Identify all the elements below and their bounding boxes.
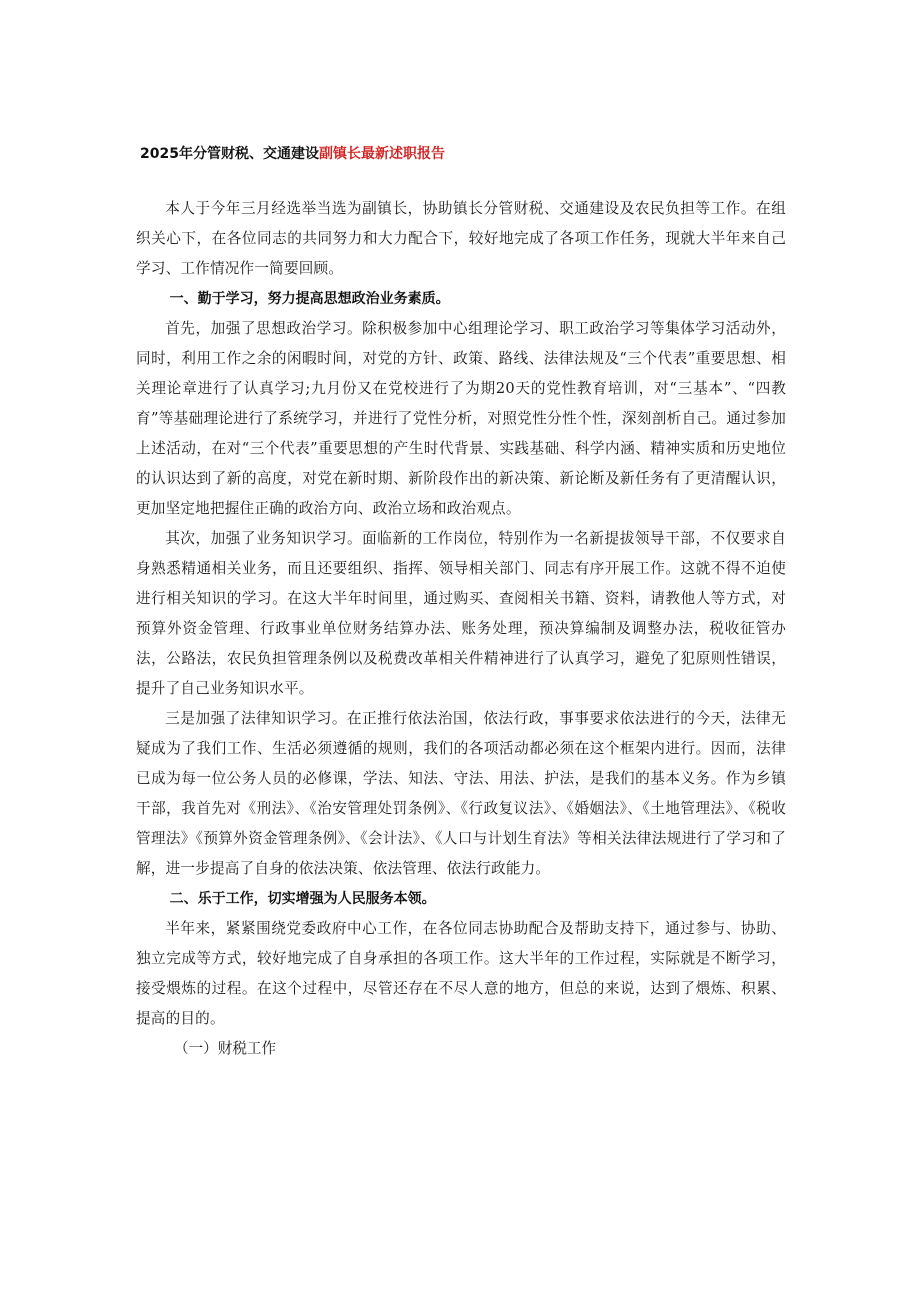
section-2-heading: 二、乐于工作，切实增强为人民服务本领。 [169, 891, 436, 907]
document-title [140, 144, 786, 164]
title-highlight: 副镇长最新述职报告 [318, 146, 445, 162]
title-main: 2025年分管财税、交通建设 [140, 146, 319, 162]
section-1-paragraph-2: 其次，加强了业务知识学习。面临新的工作岗位，特别作为一名新提拔领导干部，不仅要求自身熟悉精通相关业务，而且还要组织、指挥、领导相关部门、同志有序开展工作。这就不得不迫使进行相关知识的学习。在这大半年时间里，通过购买、查阅相关书籍、资料，请教他人等方式，对预算外资金管理、行政事业单位财务结算办法、账务处理，预决算编制及调整办法，税收征管办法，公路法，农民负担管理条例以及税费改革相关件精神进行了认真学习，避免了犯原则性错误，提升了自己业务知识水平。 [136, 530, 786, 697]
section-1-heading: 一、勤于学习，努力提高思想政治业务素质。 [169, 291, 450, 307]
section-2-subheading-1: （一）财税工作 [173, 1040, 277, 1057]
section-1-paragraph-1: 首先，加强了思想政治学习。除积极参加中心组理论学习、职工政治学习等集体学习活动外，同时，利用工作之余的闲暇时间，对党的方针、政策、路线、法律法规及“三个代表”重要思想、相关理论章进行了认真学习;九月份又在党校进行了为期20天的党性教育培训，对“三基本”、“四教育”等基础理论进行了系统学习，并进行了党性分析，对照党性分性个性，深刻剖析自己。通过参加上述活动，在对“三个代表”重要思想的产生时代背景、实践基础、科学内涵、精神实质和历史地位的认识达到了新的高度，对党在新时期、新阶段作出的新决策、新论断及新任务有了更清醒认识，更加坚定地把握住正确的政治方向、政治立场和政治观点。 [136, 320, 786, 517]
section-1-paragraph-3: 三是加强了法律知识学习。在正推行依法治国，依法行政，事事要求依法进行的今天，法律无疑成为了我们工作、生活必须遵循的规则，我们的各项活动都必须在这个框架内进行。因而，法律已成为每一位公务人员的必修课，学法、知法、守法、用法、护法，是我们的基本义务。作为乡镇干部，我首先对《刑法》、《治安管理处罚条例》、《行政复议法》、《婚姻法》、《土地管理法》、《税收管理法》《预算外资金管理条例》、《会计法》、《人口与计划生育法》等相关法律法规进行了学习和了解，进一步提高了自身的依法决策、依法管理、依法行政能力。 [136, 710, 786, 877]
section-2-paragraph-1: 半年来，紧紧围绕党委政府中心工作，在各位同志协助配合及帮助支持下，通过参与、协助、独立完成等方式，较好地完成了自身承担的各项工作。这大半年的工作过程，实际就是不断学习，接受煨炼的过程。在这个过程中，尽管还存在不尽人意的地方，但总的来说，达到了煨炼、积累、提高的目的。 [136, 920, 786, 1027]
intro-paragraph: 本人于今年三月经选举当选为副镇长，协助镇长分管财税、交通建设及农民负担等工作。在组织关心下，在各位同志的共同努力和大力配合下，较好地完成了各项工作任务，现就大半年来自己学习、工作情况作一简要回顾。 [136, 200, 786, 277]
document-page [136, 144, 786, 1064]
